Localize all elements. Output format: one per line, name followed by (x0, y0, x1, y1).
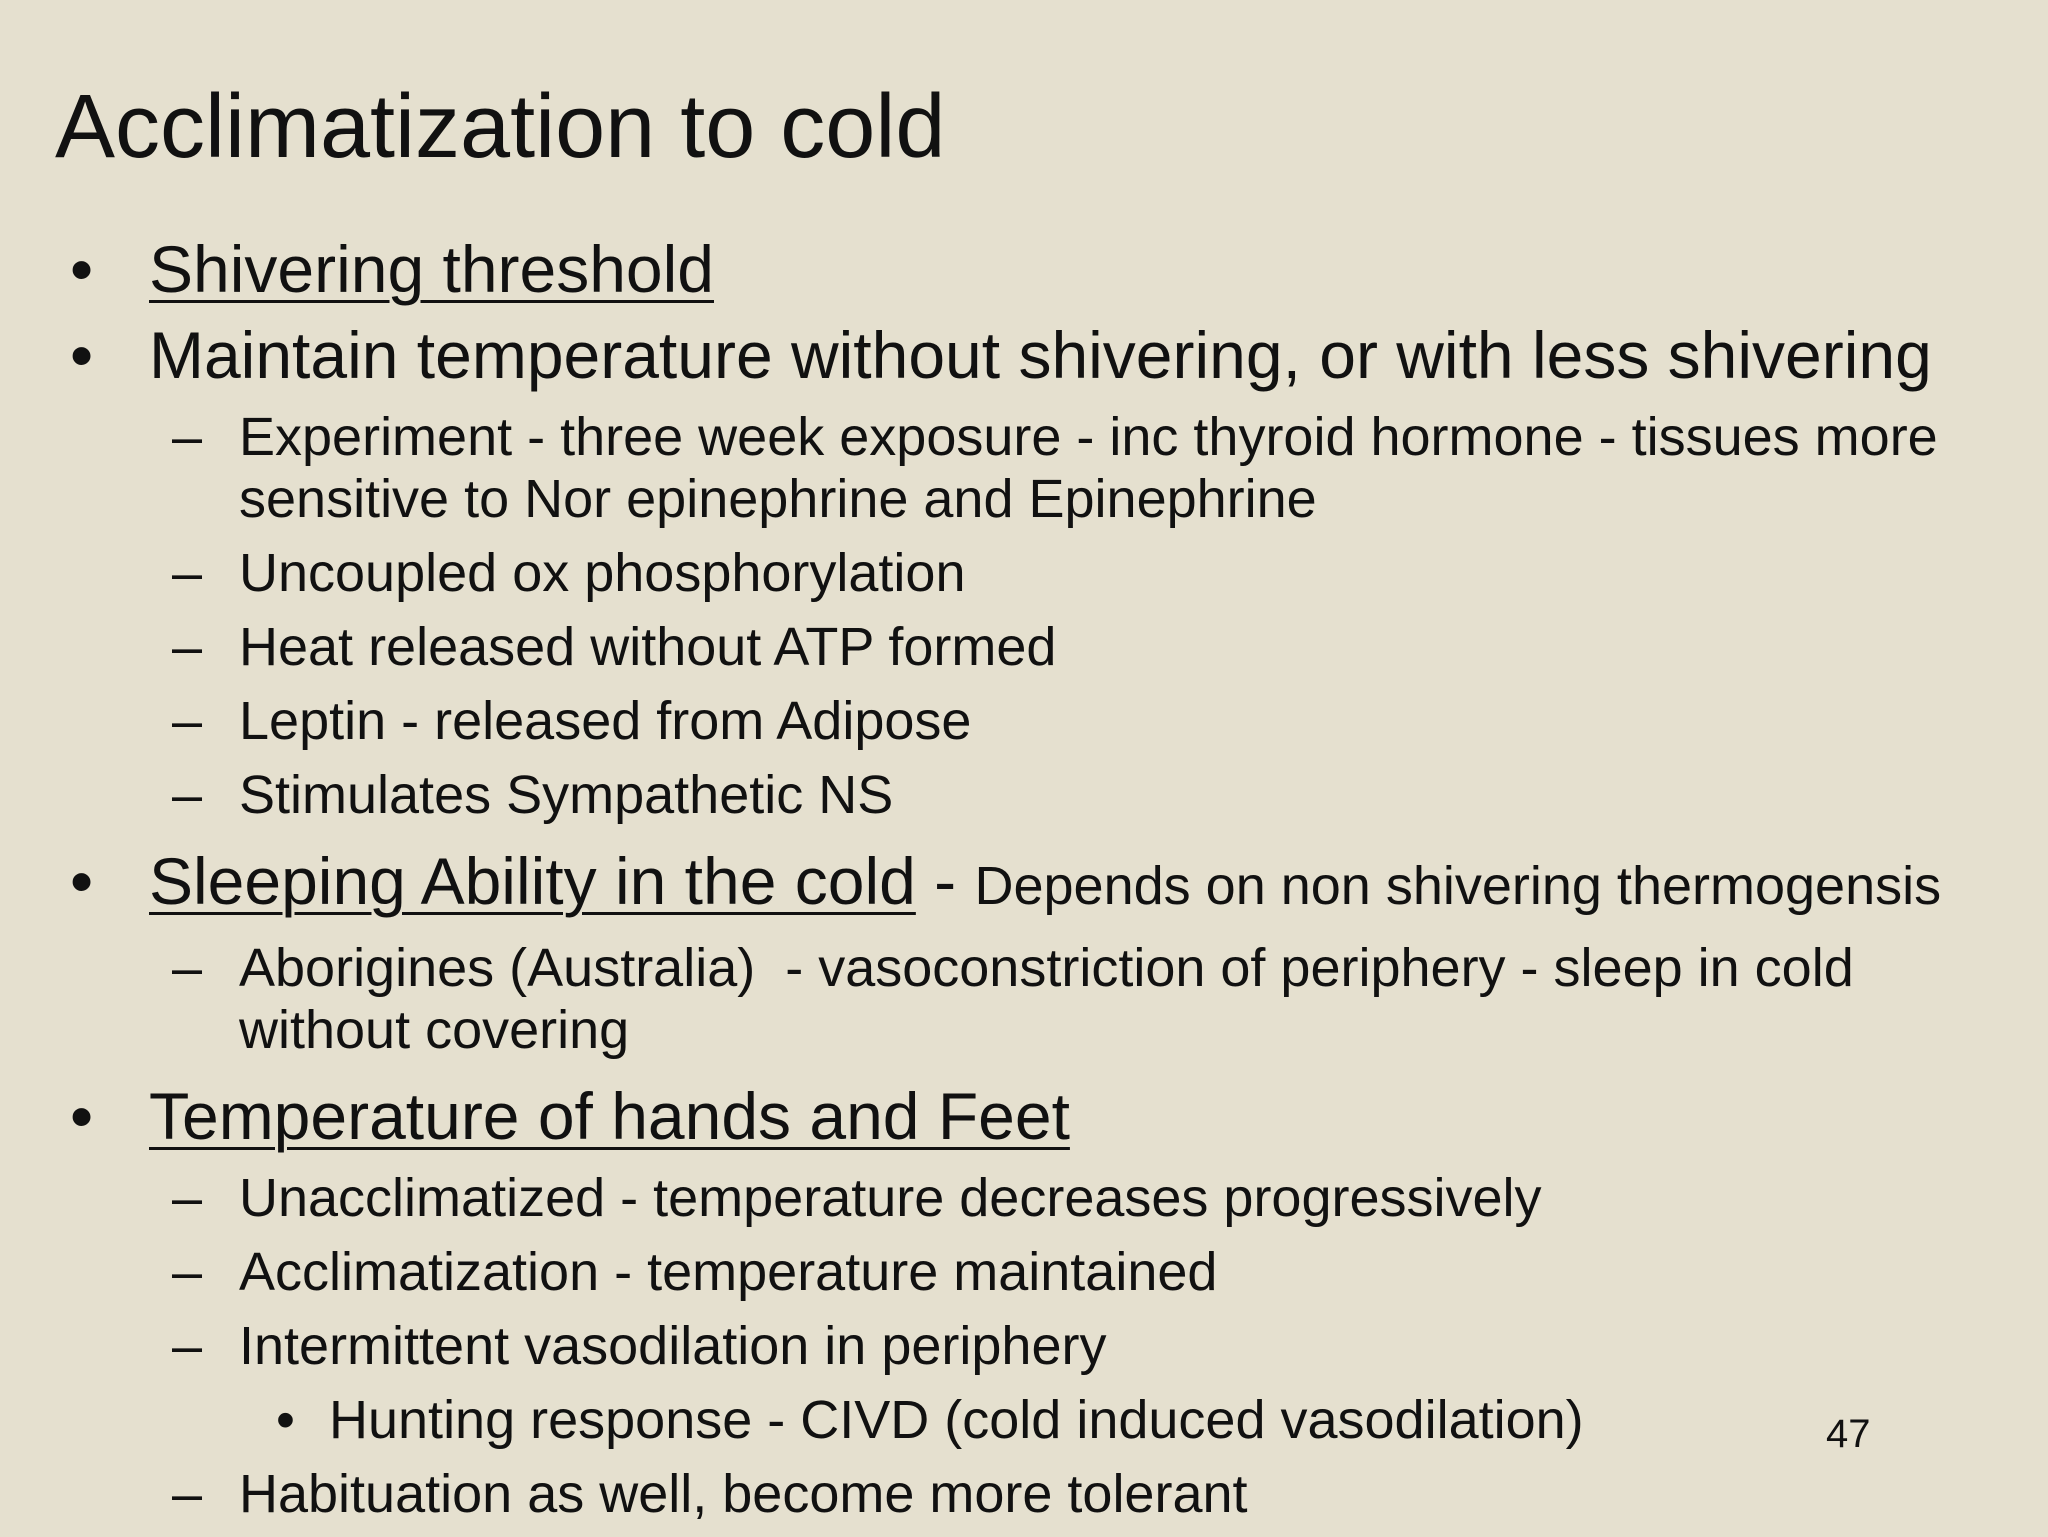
sub-bullet-item (0, 1167, 2048, 1229)
bullet-item (0, 1073, 2048, 1159)
sub-sub-bullet-text: Hunting response - CIVD (cold induced vasodilation) (329, 1390, 1584, 1450)
sub-bullet-text-line1: Experiment - three week exposure - inc thyroid hormone - tissues more (239, 407, 1938, 467)
sub-sub-bullet-dot: • (276, 1390, 295, 1450)
sub-bullet-item (0, 1463, 2048, 1525)
bullet-item (0, 838, 2048, 929)
sub-bullet-item (0, 764, 2048, 826)
bullet-text: Maintain temperature without shivering, or with less shivering (149, 318, 1932, 392)
sub-bullet-item (0, 542, 2048, 604)
sub-bullet-dash: – (172, 543, 203, 603)
sub-bullet-text-line2: sensitive to Nor epinephrine and Epinephrine (239, 469, 1317, 529)
bullet-dot: • (70, 232, 94, 306)
bullet-item (0, 312, 2048, 398)
sub-bullet-text-line1: Aborigines (Australia) - vasoconstriction of periphery - sleep in cold (239, 938, 1854, 998)
bullet-text-underlined: Shivering threshold (149, 232, 714, 306)
sub-bullet-text: Leptin - released from Adipose (239, 691, 972, 751)
bullet-list (0, 226, 2048, 1537)
sub-bullet-item (0, 1241, 2048, 1303)
sub-bullet-dash: – (172, 1464, 203, 1524)
sub-bullet-dash: – (172, 765, 203, 825)
page-number: 47 (1826, 1412, 1871, 1456)
sub-bullet-dash: – (172, 617, 203, 677)
sub-bullet-dash: – (172, 1242, 203, 1302)
bullet-text-underlined: Sleeping Ability in the cold (149, 844, 916, 918)
sub-bullet-text: Habituation as well, become more tolerant (239, 1464, 1248, 1524)
sub-bullet-dash: – (172, 691, 203, 751)
bullet-dot: • (70, 844, 94, 918)
sub-bullet-text: Heat released without ATP formed (239, 617, 1057, 677)
slide-title: Acclimatization to cold (55, 77, 946, 177)
bullet-item (0, 226, 2048, 312)
sub-bullet-text: Unacclimatized - temperature decreases progressively (239, 1168, 1542, 1228)
sub-bullet-dash: – (172, 1168, 203, 1228)
sub-bullet-text: Intermittent vasodilation in periphery (239, 1316, 1107, 1376)
sub-bullet-text-line2: without covering (239, 1000, 630, 1060)
sub-bullet-text: Uncoupled ox phosphorylation (239, 543, 966, 603)
bullet-dot: • (70, 318, 94, 392)
sub-bullet-dash: – (172, 1316, 203, 1376)
bullet-dot: • (70, 1079, 94, 1153)
sub-bullet-item (0, 616, 2048, 678)
sub-bullet-text: Acclimatization - temperature maintained (239, 1242, 1218, 1302)
sub-bullet-item (0, 406, 2048, 530)
sub-sub-bullet-item (0, 1389, 2048, 1451)
sub-bullet-item (0, 1315, 2048, 1377)
bullet-text-tail: Depends on non shivering thermogensis (974, 856, 1942, 916)
sub-bullet-dash: – (172, 938, 203, 998)
bullet-separator: - (915, 844, 975, 918)
sub-bullet-dash: – (172, 407, 203, 467)
sub-bullet-item (0, 690, 2048, 752)
bullet-text-underlined: Temperature of hands and Feet (149, 1079, 1070, 1153)
sub-bullet-text: Stimulates Sympathetic NS (239, 765, 894, 825)
sub-bullet-item (0, 937, 2048, 1061)
